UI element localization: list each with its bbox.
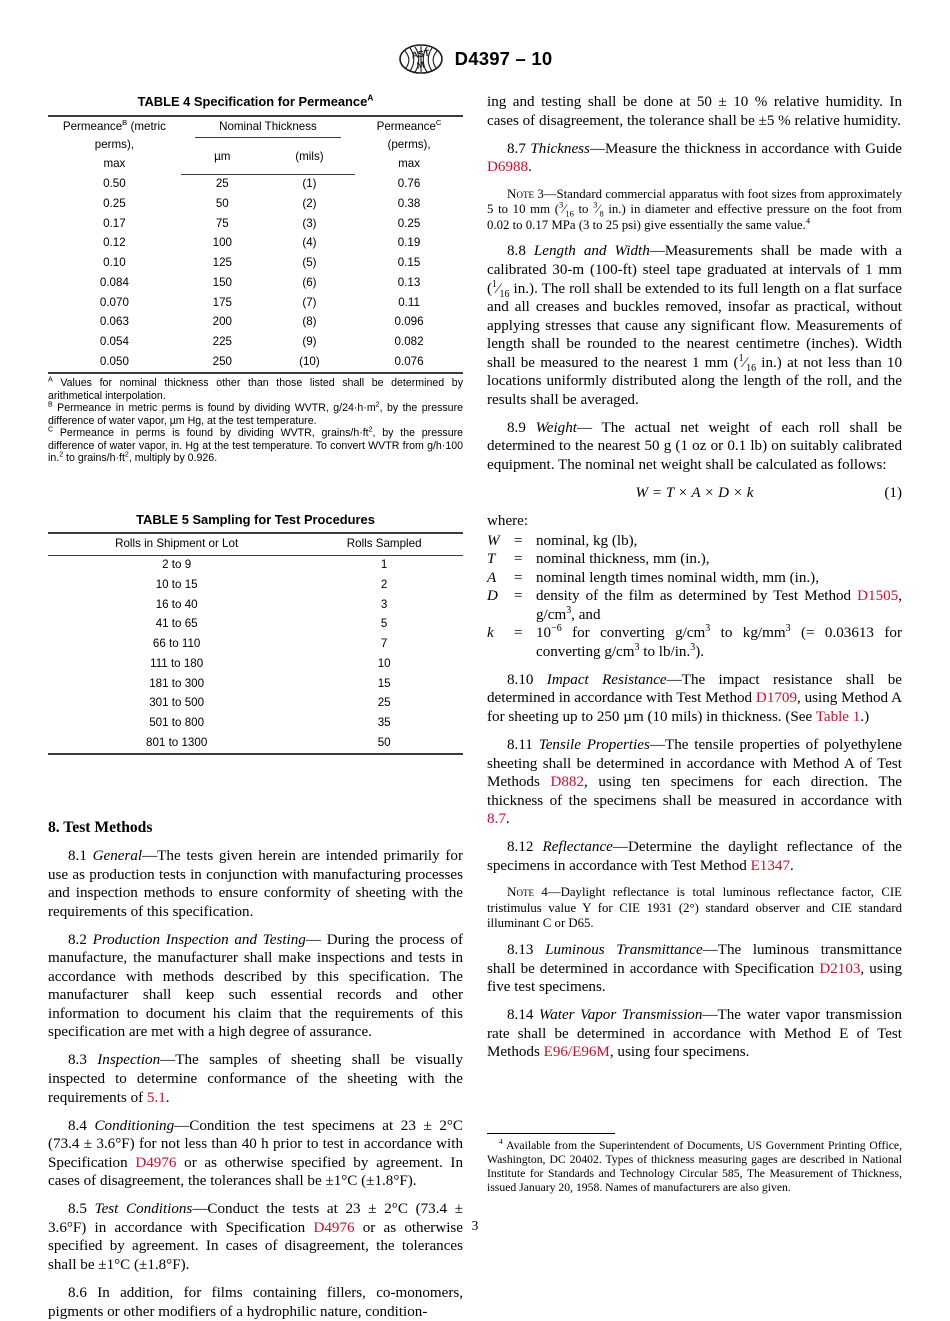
astm-logo-icon [398,44,444,74]
standard-designation: D4397 – 10 [454,48,553,69]
table-4-footnote-b: $^B$ Permeance in metric perms is found by dividing WVTR, $g/24\cdot h\cdot m^2$, by the pressure difference of water vapor, µm Hg, at the test temperature. [48,401,463,427]
where-item-a: A = nominal length times nominal width, mm (in.), [487,569,819,586]
where-item-w: W = nominal, kg (lb), [487,532,638,549]
cross-reference-d882[interactable]: D882 [550,774,584,791]
table-row: 0.050 250 (10) 0.076 [48,352,463,373]
section-8-heading: 8. Test Methods [48,818,153,836]
table-row: 0.084 150 (6) 0.13 [99,275,421,289]
table-4-title-text: TABLE 4 Specification for Permeance [137,94,368,109]
table-row: 181 to 300 15 [149,676,391,690]
paragraph-8-7: 8.7 Thickness—Measure the thickness in accordance with Guide D6988. [487,140,902,176]
equation-1 [487,484,902,503]
where-definition-list [487,532,902,662]
table-5-header-rolls-in-lot: Rolls in Shipment or Lot [48,533,305,555]
table-row: 0.25 50 (2) 0.38 [103,197,421,211]
table-row: 0.10 125 (5) 0.15 [103,256,421,270]
table-row: 0.12 100 (4) 0.19 [103,236,421,250]
table-4-span-rule [195,137,341,138]
where-item-k: k = $10^{-6}$ for converting $g/cm^3$ to $kg/mm^3$ (= 0.03613 for converting $g/cm^3$ to lb/in.$^3$). [487,623,902,660]
cross-reference-table-1[interactable]: Table 1 [815,708,861,725]
paragraph-8-13: 8.13 Luminous Transmittance—The luminous transmittance shall be determined in accordance with Specification D2103, using five test specimens. [487,942,902,996]
table-5 [48,532,463,755]
svg-text:AST: AST [410,47,430,61]
cross-reference-d4976[interactable]: D4976 [135,1154,177,1171]
table-4-title-mark: A [367,92,374,103]
cross-reference-e96-e96m[interactable]: E96/E96M [543,1044,610,1061]
table-4-title [48,93,463,112]
table-row: 66 to 110 7 [152,637,388,651]
table-row: 10 to 15 2 [155,577,388,591]
paragraph-8-11: 8.11 Tensile Properties—The tensile properties of polyethylene sheeting shall be determined in accordance with Method A of Test Methods D882, using ten specimens for each direction. The thickness of the specimens shall be measured in accordance with 8.7. [487,737,902,828]
table-4-block [48,93,463,465]
table-row: 0.054 225 (9) 0.082 [99,335,424,349]
table-row: 0.50 25 (1) 0.76 [103,177,421,191]
fraction-1-16: $^1⁄_{16}$ [492,278,510,300]
cross-reference-d4976[interactable]: D4976 [313,1219,355,1236]
section-8 [48,819,463,1321]
table-row: 2 to 9 1 [162,558,388,572]
table-4-header-permeance-perms: Permeance$^C$ (perms), max [355,116,463,175]
table-4-footnote-c: $^C$ Permeance in perms is found by dividing WVTR, grains/$h\cdot ft^2$, by the pressure difference of water vapor, in. Hg at the test temperature. To convert WVTR from g/h·100 in.$^2$ to grains/$h\cdot ft^2$, multiply by 0.926. [48,426,464,465]
table-4-body [48,174,463,373]
where-label: where: [487,513,529,530]
table-4-footnote-a: $^A$ Values for nominal thickness other than those listed shall be determined by arithmetical interpolation. [48,376,463,402]
footnote-block [487,1125,902,1195]
cross-reference-d2103[interactable]: D2103 [819,960,861,977]
paragraph-8-6-continued: ing and testing shall be done at 50 ± 10 % relative humidity. In cases of disagreement, the tolerance shall be ±5 % relative humidity. [487,94,902,129]
table-row: 301 to 500 25 [149,696,391,710]
fraction-3-8: $^3⁄_8$ [593,199,604,219]
cross-reference-d6988[interactable]: D6988 [487,159,529,176]
table-4 [48,115,463,374]
paragraph-8-8: 8.8 Length and Width—Measurements shall be made with a calibrated 30-m (100-ft) steel tape graduated at intervals of 1 mm ($^1⁄_{16}$ in.). The roll shall be extended to its full length on a flat surface and all creases and buckles removed, insofar as practical, without applying stresses that cause any significant flow. Measurements of length shall be rounded to the nearest centimetre (inches). Width shall be measured to the nearest 1 mm ($^1⁄_{16}$ in.) at not less than 10 locations uniformly distributed along the length of the roll, and the results shall be averaged. [487,243,902,408]
table-5-body [48,555,463,754]
paragraph-8-2: 8.2 Production Inspection and Testing— During the process of manufacture, the manufacturer shall make inspections and tests in accordance with methods described by this specification. The manufacturer shall keep such essential records and other information to document his claim that the requirements of this specification are met with a high degree of assurance. [48,931,463,1041]
table-row: 41 to 65 5 [155,617,388,631]
table-row: 0.063 200 (8) 0.096 [99,315,424,329]
where-item-d: D = density of the film as determined by Test Method D1505, $g/cm^3$, and [487,588,902,623]
page-number: 3 [471,1218,479,1233]
table-row: 111 to 180 10 [150,656,391,670]
table-row: 0.070 175 (7) 0.11 [99,295,420,309]
cross-reference-d1709[interactable]: D1709 [755,690,798,707]
table-4-header-um: µm [181,147,264,175]
footnote-4: $^4$ Available from the Superintendent of Documents, US Government Printing Office, Washington, DC 20402. Types of thickness measuring gages are described in National Institute for Standards and Technology Circular 585, The Measurement of Thickness, issued January 20, 1958. Names of manufacturers are also given. [487,1137,902,1194]
table-4-header-permeance-metric: Permeance$^B$ (metric perms), max [48,116,181,175]
equation-1-number: (1) [884,485,902,502]
table-5-header-rolls-sampled: Rolls Sampled [305,533,463,555]
paragraph-8-6: 8.6 In addition, for films containing fillers, co-monomers, pigments or other modifiers of a hydrophilic nature, condition- [48,1285,463,1320]
paragraph-8-3: 8.3 Inspection—The samples of sheeting shall be visually inspected to determine conformance of the sheeting with the requirements of 5.1. [48,1052,464,1106]
paragraph-8-1: 8.1 General—The tests given herein are intended primarily for use as production tests in conjunction with manufacturing processes and inspection methods to ensure conformity of sheeting with the requirements of this specification. [48,848,463,920]
paragraph-8-5: 8.5 Test Conditions—Conduct the tests at 23 ± 2°C (73.4 ± 3.6°F) in accordance with Specification D4976 or as otherwise specified by agreement. In cases of disagreement, the tolerances shall be ±1°C (±1.8°F). [48,1201,464,1273]
table-5-block [48,511,463,755]
footnote-4-mark: 4 [499,1137,503,1147]
note-4: Note 4—Daylight reflectance is total luminous reflectance factor, CIE tristimulus value Y for CIE 1931 (2°) standard observer and CIE standard illuminant C or D65. [487,884,902,931]
paragraph-8-9: 8.9 Weight— The actual net weight of each roll shall be determined to the nearest 50 g (1 oz or 0.1 lb) on suitably calibrated equipment. The nominal net weight shall be calculated as follows: [487,419,902,473]
footnote-separator [487,1133,615,1134]
right-column [487,93,903,1194]
page-header [0,44,950,78]
table-row: 16 to 40 3 [155,597,388,611]
note-3: Note 3—Standard commercial apparatus with foot sizes from approximately 5 to 10 mm ($^3⁄_{16}$ to $^3⁄_8$ in.) in diameter and effective pressure on the foot from 0.02 to 0.17 MPa (3 to 25 psi) give essentially the same value.$^4$ [487,185,902,232]
equation-1-body: W = T × A × D × k [635,485,754,502]
cross-reference-8-7[interactable]: 8.7 [487,811,506,828]
svg-text:M: M [415,59,425,71]
paragraph-8-10: 8.10 Impact Resistance—The impact resistance shall be determined in accordance with Test Method D1709, using Method A for sheeting up to 250 µm (10 mils) in thickness. (See Table 1.) [487,671,903,725]
table-5-title: TABLE 5 Sampling for Test Procedures [136,511,375,527]
table-4-header-mils: (mils) [264,147,355,175]
left-column [48,93,463,1321]
fraction-1-16: $^1⁄_{16}$ [738,352,757,374]
table-row: 0.17 75 (3) 0.25 [103,216,421,230]
cross-reference-5-1[interactable]: 5.1 [146,1089,166,1106]
paragraph-8-14: 8.14 Water Vapor Transmission—The water vapor transmission rate shall be determined in accordance with Method E of Test Methods E96/E96M, using four specimens. [487,1007,903,1061]
where-item-t: T = nominal thickness, mm (in.), [487,551,710,568]
table-row: 501 to 800 35 [149,716,391,730]
table-4-footnotes [48,377,463,465]
cross-reference-e1347[interactable]: E1347 [750,857,790,874]
paragraph-8-12: 8.12 Reflectance—Determine the daylight reflectance of the specimens in accordance with Test Method E1347. [487,839,902,874]
fraction-3-16: $^3⁄_{16}$ [558,199,574,219]
cross-reference-d1505[interactable]: D1505 [857,588,899,605]
table-4-header-nominal-thickness: Nominal Thickness [181,116,355,147]
table-row: 801 to 1300 50 [48,733,463,754]
paragraph-8-4: 8.4 Conditioning—Condition the test specimens at 23 ± 2°C (73.4 ± 3.6°F) for not less than 40 h prior to test in accordance with Specification D4976 or as otherwise specified by agreement. In cases of disagreement, the tolerances shall be ±1°C (±1.8°F). [48,1117,463,1190]
